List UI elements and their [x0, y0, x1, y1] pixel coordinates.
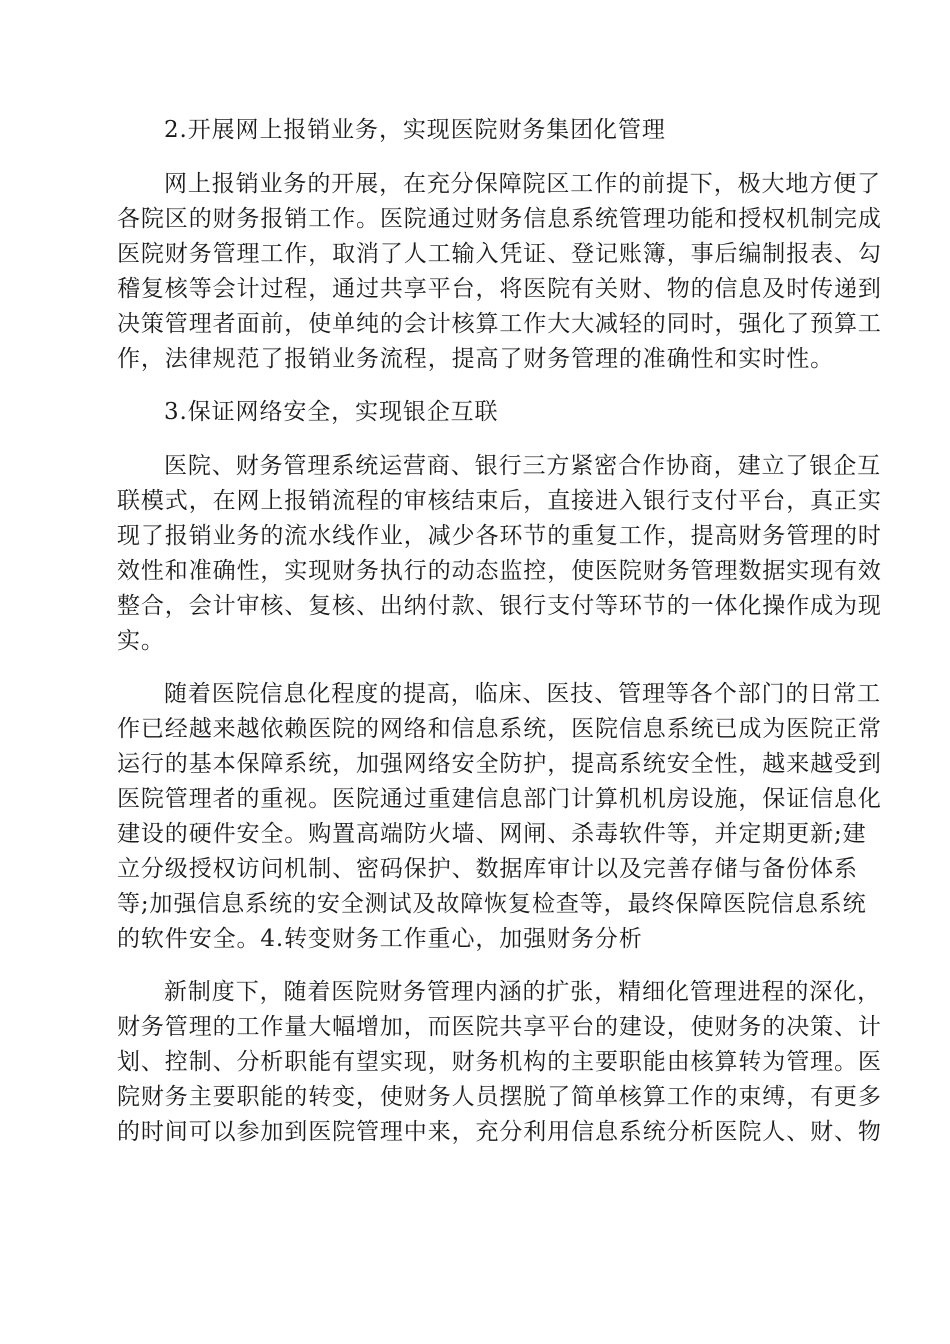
paragraph-line: 现了报销业务的流水线作业，减少各环节的重复工作，提高财务管理的时 [117, 523, 882, 549]
paragraph-line: 院财务主要职能的转变，使财务人员摆脱了简单核算工作的束缚，有更多 [117, 1084, 882, 1110]
paragraph-line: 各院区的财务报销工作。医院通过财务信息系统管理功能和授权机制完成 [117, 206, 882, 232]
paragraph-line: 的软件安全。4.转变财务工作重心，加强财务分析 [117, 926, 643, 952]
paragraph-line: 作已经越来越依赖医院的网络和信息系统，医院信息系统已成为医院正常 [117, 716, 882, 742]
paragraph-line: 财务管理的工作量大幅增加，而医院共享平台的建设，使财务的决策、计 [117, 1014, 882, 1040]
paragraph-line: 医院财务管理工作，取消了人工输入凭证、登记账簿，事后编制报表、勾 [117, 241, 882, 267]
paragraph-network-security [117, 677, 882, 957]
paragraph-line: 建设的硬件安全。购置高端防火墙、网闸、杀毒软件等，并定期更新;建 [117, 821, 867, 847]
paragraph-financial-analysis [117, 975, 882, 1150]
paragraph-line: 整合，会计审核、复核、出纳付款、银行支付等环节的一体化操作成为现 [117, 593, 882, 619]
paragraph-line: 实。 [117, 628, 165, 654]
paragraph-online-reimbursement [117, 167, 882, 377]
paragraph-bank-enterprise [117, 449, 882, 659]
paragraph-line: 立分级授权访问机制、密码保护、数据库审计以及完善存储与备份体系 [117, 856, 858, 882]
paragraph-line: 等;加强信息系统的安全测试及故障恢复检查等，最终保障医院信息系统 [117, 891, 867, 917]
paragraph-line: 医院、财务管理系统运营商、银行三方紧密合作协商，建立了银企互 [164, 453, 881, 479]
paragraph-line: 随着医院信息化程度的提高，临床、医技、管理等各个部门的日常工 [164, 681, 881, 707]
paragraph-line: 划、控制、分析职能有望实现，财务机构的主要职能由核算转为管理。医 [117, 1049, 882, 1075]
paragraph-line: 决策管理者面前，使单纯的会计核算工作大大减轻的同时，强化了预算工 [117, 311, 882, 337]
document-page [117, 113, 882, 1150]
paragraph-line: 稽复核等会计过程，通过共享平台，将医院有关财、物的信息及时传递到 [117, 276, 882, 302]
section-heading-2: 2.开展网上报销业务，实现医院财务集团化管理 [164, 117, 666, 143]
paragraph-line: 运行的基本保障系统，加强网络安全防护，提高系统安全性，越来越受到 [117, 751, 882, 777]
paragraph-line: 效性和准确性，实现财务执行的动态监控，使医院财务管理数据实现有效 [117, 558, 882, 584]
paragraph-line: 新制度下，随着医院财务管理内涵的扩张，精细化管理进程的深化， [164, 979, 881, 1005]
paragraph-line: 作，法律规范了报销业务流程，提高了财务管理的准确性和实时性。 [117, 346, 834, 372]
paragraph-line: 联模式，在网上报销流程的审核结束后，直接进入银行支付平台，真正实 [117, 488, 882, 514]
paragraph-line: 网上报销业务的开展，在充分保障院区工作的前提下，极大地方便了 [164, 171, 881, 197]
section-heading-3: 3.保证网络安全，实现银企互联 [164, 399, 499, 425]
paragraph-line: 医院管理者的重视。医院通过重建信息部门计算机机房设施，保证信息化 [117, 786, 882, 812]
paragraph-line: 的时间可以参加到医院管理中来，充分利用信息系统分析医院人、财、物 [117, 1119, 882, 1145]
